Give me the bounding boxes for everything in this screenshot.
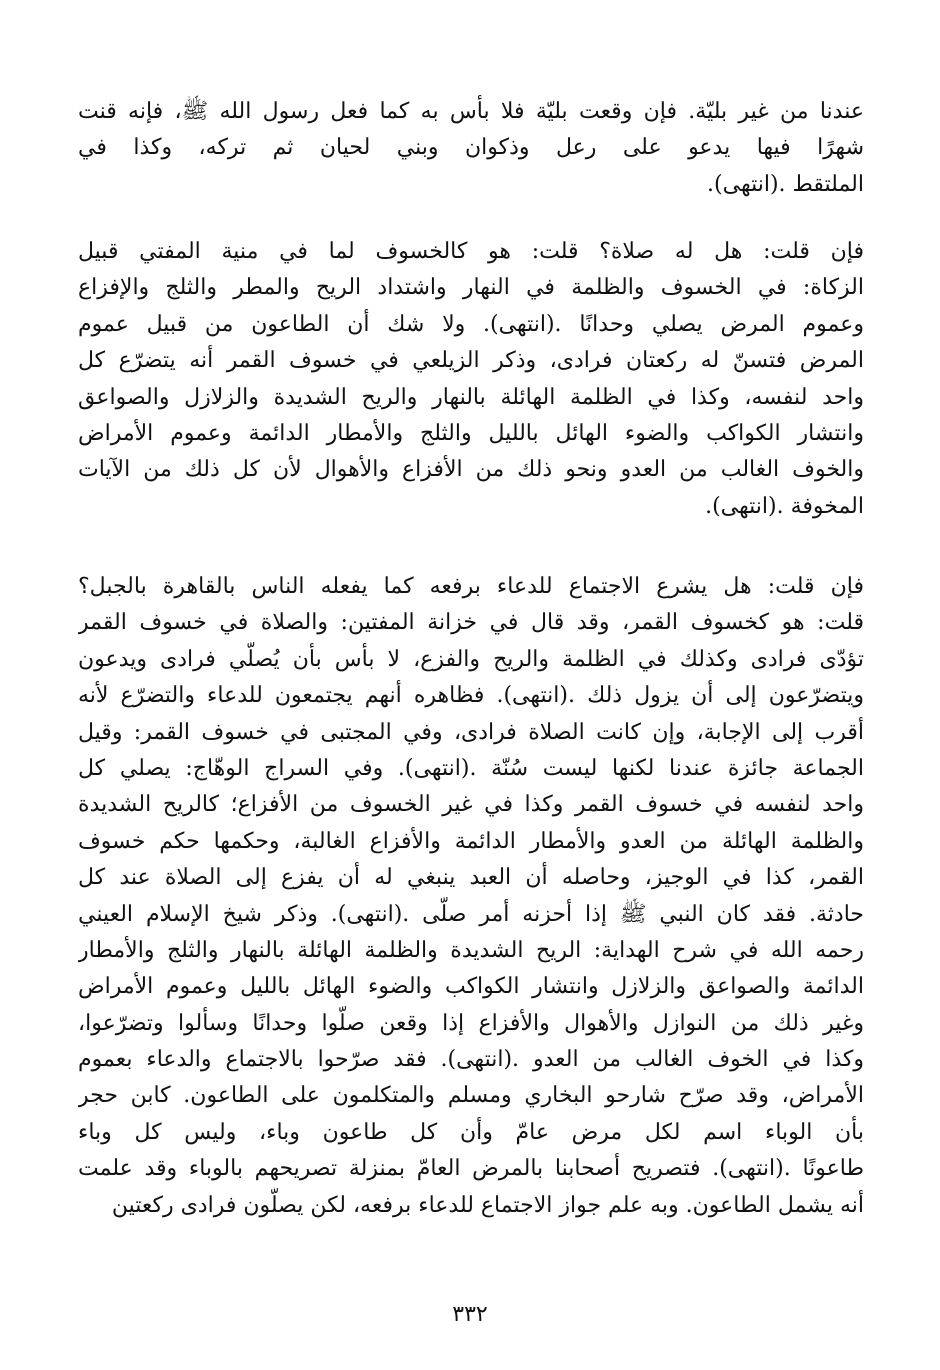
text-line: أنه يشمل الطاعون. وبه علم جواز الاجتماع للدعاء برفعه، لكن يصلّون فرادى ركعتين xyxy=(111,1192,864,1218)
text-line: والظلمة الهائلة من العدو والأمطار الدائمة والأفزاع الغالبة، وحكمها حكم خسوف xyxy=(78,828,864,854)
paragraph-2 xyxy=(78,234,864,525)
text-line: واحد لنفسه في خسوف القمر وكذا في غير الخسوف من الأفزاع؛ كالريح الشديدة xyxy=(78,792,864,818)
text-line: قلت: هو كخسوف القمر، وقد قال في خزانة المفتين: والصلاة في خسوف القمر xyxy=(78,610,864,636)
text-line: رحمه الله في شرح الهداية: الريح الشديدة والظلمة الهائلة بالنهار والثلج والأمطار xyxy=(78,937,864,963)
text-line: وعموم المرض يصلي وحدانًا .(انتهى). ولا شك أن الطاعون من قبيل عموم xyxy=(78,311,864,337)
text-line: والخوف الغالب من العدو ونحو ذلك من الأفزاع والأهوال لأن كل ذلك من الآيات xyxy=(78,457,864,483)
text-line: طاعونًا .(انتهى). فتصريح أصحابنا بالمرض العامّ بمنزلة تصريحهم بالوباء وقد علمت xyxy=(78,1156,864,1182)
text-line: حادثة. فقد كان النبي ﷺ إذا أحزنه أمر صلّى .(انتهى). وذكر شيخ الإسلام العيني xyxy=(78,901,864,927)
text-line: أقرب إلى الإجابة، وإن كانت الصلاة فرادى، وفي المجتبى في خسوف القمر: وقيل xyxy=(78,719,864,745)
text-line: وكذا في الخوف الغالب من العدو .(انتهى). فقد صرّحوا بالاجتماع والدعاء بعموم xyxy=(78,1047,864,1073)
text-line: بأن الوباء اسم لكل مرض عامّ وأن كل طاعون وباء، وليس كل وباء xyxy=(78,1119,864,1145)
paragraph-1 xyxy=(78,94,864,203)
page-number: ٣٣٢ xyxy=(452,1302,488,1327)
text-line: واحد لنفسه، وكذا في الظلمة الهائلة بالنهار والريح الشديدة والزلازل والصواعق xyxy=(78,384,864,410)
text-line: ويتضرّعون إلى أن يزول ذلك .(انتهى). فظاهره أنهم يجتمعون للدعاء والتضرّع لأنه xyxy=(78,683,864,709)
text-line: المخوفة .(انتهى). xyxy=(705,493,864,519)
text-line: القمر، كذا في الوجيز، وحاصله أن العبد ينبغي له أن يفزع إلى الصلاة عند كل xyxy=(78,865,864,891)
text-line: الدائمة والصواعق والزلازل وانتشار الكواكب والضوء الهائل بالليل وعموم الأمراض xyxy=(78,974,864,1000)
text-line: الملتقط .(انتهى). xyxy=(707,171,864,197)
text-line: الجماعة جائزة عندنا لكنها ليست سُنّة .(انتهى). وفي السراج الوهّاج: يصلي كل xyxy=(78,755,864,781)
text-line: فإن قلت: هل يشرع الاجتماع للدعاء برفعه كما يفعله الناس بالقاهرة بالجبل؟ xyxy=(78,574,864,599)
text-line: المرض فتسنّ له ركعتان فرادى، وذكر الزيلعي في خسوف القمر أنه يتضرّع كل xyxy=(78,348,864,374)
paragraph-3 xyxy=(78,569,864,1224)
text-line: عندنا من غير بليّة. فإن وقعت بليّة فلا بأس به كما فعل رسول الله ﷺ، فإنه قنت xyxy=(78,99,864,124)
text-line: الزكاة: في الخسوف والظلمة في النهار واشتداد الريح والمطر والثلج والإفزاع xyxy=(78,275,864,301)
text-line: فإن قلت: هل له صلاة؟ قلت: هو كالخسوف لما في منية المفتي قبيل xyxy=(78,239,864,264)
text-line: الأمراض، وقد صرّح شارحو البخاري ومسلم والمتكلمون على الطاعون. كابن حجر xyxy=(78,1083,864,1109)
text-line: وغير ذلك من النوازل والأهوال والأفزاع إذا وقعن صلّوا وحدانًا وسألوا وتضرّعوا، xyxy=(78,1010,864,1036)
text-line: وانتشار الكواكب والضوء الهائل بالليل والثلج والأمطار الدائمة وعموم الأمراض xyxy=(78,420,864,446)
text-line: تؤدّى فرادى وكذلك في الظلمة والريح والفزع، لا بأس بأن يُصلّي فرادى ويدعون xyxy=(78,646,864,672)
text-line: شهرًا فيها يدعو على رعل وذكوان وبني لحيان ثم تركه، وكذا في xyxy=(78,135,864,161)
